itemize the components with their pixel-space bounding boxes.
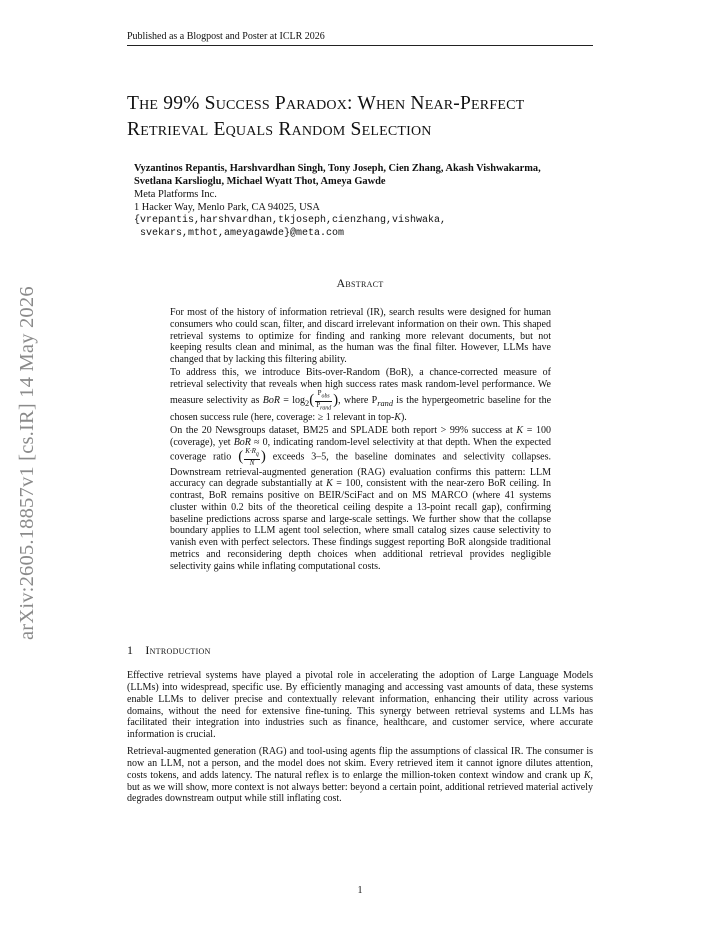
math-bor: BoR bbox=[262, 395, 280, 407]
math-paren: ( bbox=[309, 392, 315, 409]
math-denominator-sub: rand bbox=[320, 405, 332, 412]
math-bor: BoR bbox=[233, 436, 251, 448]
math-denominator: N bbox=[249, 458, 255, 467]
math-k: K bbox=[326, 478, 333, 490]
affiliation-line-2: 1 Hacker Way, Menlo Park, CA 94025, USA bbox=[134, 202, 320, 213]
authors-line-1: Vyzantinos Repantis, Harshvardhan Singh, Tony Joseph, Cien Zhang, Akash Vishwakarma, bbox=[134, 163, 541, 174]
section-heading bbox=[127, 643, 211, 658]
author-emails bbox=[134, 214, 594, 240]
intro-text: Retrieval-augmented generation (RAG) and tool-using agents flip the assumptions of classical IR. The consumer is now an LLM, not a person, and the model does not skim. Every retrieved item it cannot ignore dilutes attention, costs tokens, and adds latency. The natural reflex is to enlarge the million-token context window and crank up bbox=[127, 746, 593, 781]
coverage-ratio-fraction bbox=[244, 448, 260, 466]
abstract-text: , where P bbox=[338, 395, 378, 407]
page-number: 1 bbox=[357, 885, 363, 896]
intro-paragraph-1: Effective retrieval systems have played a pivotal role in accelerating the adoption of Large Language Models (LLMs) into widespread, specific use. By efficiently managing and accessing vast amounts of data, these systems enable LLMs to deliver precise and contextually relevant information, enhancing their utility across various domains, without the need for extensive fine-tuning. This synergy between retrieval systems and LLMs has facilitated their integration into industries such as finance, healthcare, and customer service, where accurate information is crucial. bbox=[127, 670, 593, 741]
math-numerator: K·R bbox=[245, 447, 256, 456]
math-k: K bbox=[394, 412, 401, 424]
intro-paragraph-2 bbox=[127, 746, 593, 805]
section-title: Introduction bbox=[145, 643, 211, 657]
introduction-body bbox=[127, 670, 593, 810]
math-log-base: 2 bbox=[305, 399, 310, 409]
title-line-2: Retrieval Equals Random Selection bbox=[127, 119, 432, 140]
authors-line-2: Svetlana Karslioglu, Michael Wyatt Thot, Ameya Gawde bbox=[134, 176, 386, 187]
title-line-1: The 99% Success Paradox: When Near-Perfect bbox=[127, 93, 525, 114]
math-fraction bbox=[315, 390, 332, 412]
abstract-text: On the 20 Newsgroups dataset, BM25 and SPLADE both report > 99% success at bbox=[170, 424, 517, 436]
math-numerator-sub: q bbox=[255, 451, 259, 458]
math-log: = log bbox=[283, 395, 306, 407]
abstract-text: = 100 (coverage), yet bbox=[170, 424, 551, 448]
paper-title bbox=[127, 91, 607, 143]
abstract-heading: Abstract bbox=[336, 276, 384, 290]
math-denominator: P bbox=[316, 400, 321, 409]
abstract-text: ≈ 0, indicating random-level selectivity at that depth. When the expected coverage ratio bbox=[170, 436, 551, 463]
abstract-paragraph-1: For most of the history of information retrieval (IR), search results were designed for human consumers who could scan, filter, and discard irrelevant information on their own. This shaped retrieval systems to optimize for finding and ranking more relevant documents, but not keeping results clean and minimal, as the human was the final filter. However, LLMs have changed that by lacking this filtering ability. bbox=[170, 307, 551, 365]
emails-line-2: svekars,mthot,ameyagawde}@meta.com bbox=[134, 228, 345, 239]
math-paren: ( bbox=[238, 448, 244, 465]
abstract-text: To address this, we introduce Bits-over-Random (BoR), a chance-corrected measure of retrieval selectivity that reveals when high success rates mask random-level performance. We measure selectivity as bbox=[170, 366, 551, 407]
math-paren: ) bbox=[260, 448, 266, 465]
section-number: 1 bbox=[127, 643, 134, 657]
affiliation bbox=[134, 188, 594, 214]
math-numerator: P bbox=[317, 389, 322, 398]
abstract-text: exceeds 3–5, the baseline dominates and selectivity collapses. Downstream retrieval-augmented generation (RAG) evaluation confirms this pattern: LLM accuracy can degrade substantially at bbox=[170, 451, 551, 490]
math-k: K bbox=[583, 769, 591, 781]
abstract-text: = 100, consistent with the near-zero BoR ceiling. In contrast, BoR remains positive on BEIR/SciFact and on MS MARCO (where 41 systems cluster within 0.2 bits of the theoretical ceiling despite a 13-point recall gap), confirming baseline predictions across sparse and large-scale settings. We further show that the collapse boundary applies to LLM agent tool selection, where small catalog sizes cause selectivity to vanish even with perfect selectors. These findings suggest reporting BoR alongside traditional metrics and reconsidering depth choices when additional retrieval provides negligible selectivity gains while inflating computational costs. bbox=[170, 478, 551, 572]
math-prand-sub: rand bbox=[377, 399, 393, 409]
affiliation-line-1: Meta Platforms Inc. bbox=[134, 189, 217, 200]
author-list bbox=[134, 162, 604, 188]
intro-text: , but as we will show, more context is not always better: beyond a certain point, additional retrieved material actively degrades downstream output while still inflating cost. bbox=[127, 769, 593, 805]
running-header: Published as a Blogpost and Poster at ICLR 2026 bbox=[127, 31, 593, 46]
abstract-paragraph-2 bbox=[170, 367, 551, 424]
abstract-text: is the hypergeometric baseline for the chosen success rule (here, coverage: ≥ 1 relevant in top- bbox=[170, 395, 552, 424]
abstract-body bbox=[170, 307, 551, 573]
abstract-paragraph-3 bbox=[170, 425, 551, 573]
math-numerator-sub: obs bbox=[321, 393, 330, 400]
abstract-text: ). bbox=[400, 412, 407, 424]
math-k: K bbox=[516, 424, 524, 436]
arxiv-watermark: arXiv:2605.18857v1 [cs.IR] 14 May 2026 bbox=[16, 286, 38, 640]
emails-line-1: {vrepantis,harshvardhan,tkjoseph,cienzhang,vishwaka, bbox=[134, 215, 447, 226]
math-paren: ) bbox=[333, 392, 339, 409]
